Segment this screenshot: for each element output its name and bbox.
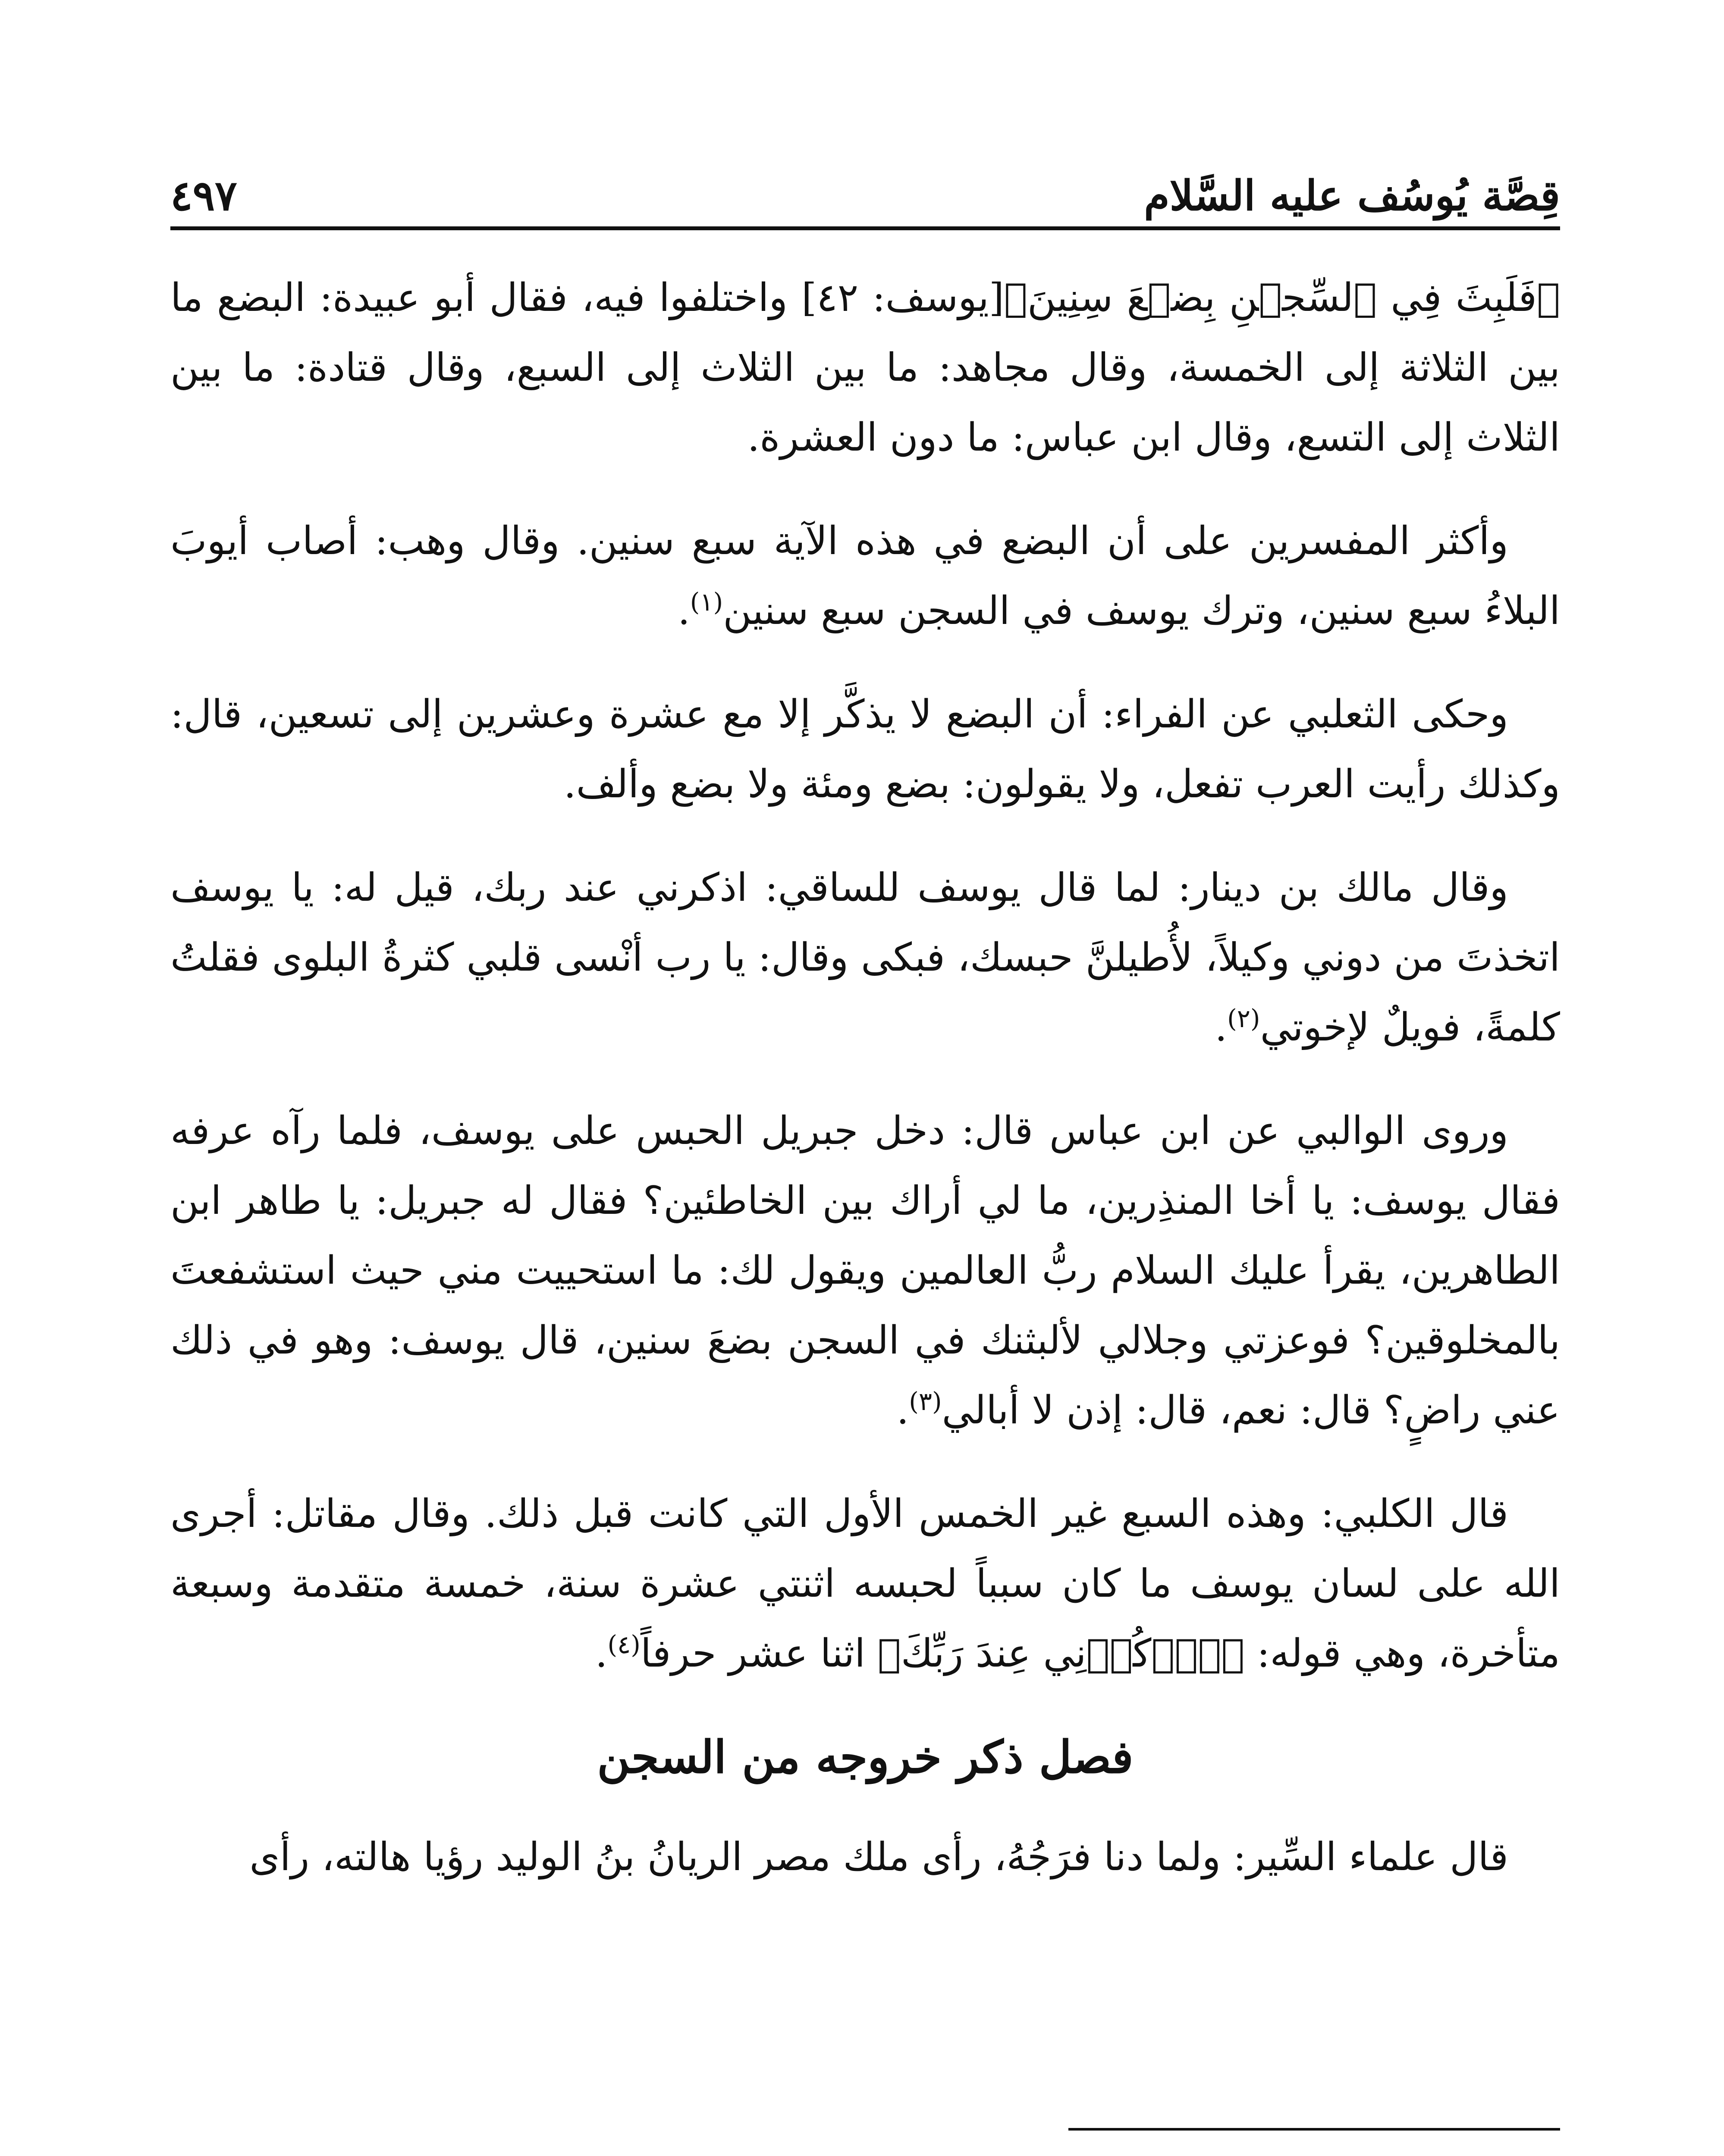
paragraph-5 bbox=[170, 1096, 1560, 1445]
paragraph-text: وحكى الثعلبي عن الفراء: أن البضع لا يذكَّر إلا مع عشرة وعشرين إلى تسعين، قال: وكذلك رأيت العرب تفعل، ولا يقولون: بضع ومئة ولا بضع وألف. bbox=[170, 692, 1560, 807]
paragraph-4 bbox=[170, 853, 1560, 1062]
paragraph-text: وأكثر المفسرين على أن البضع في هذه الآية سبع سنين. وقال وهب: أصاب أيوبَ البلاءُ سبع سنين، وترك يوسف في السجن سبع سنين bbox=[170, 518, 1560, 633]
paragraph-3 bbox=[170, 680, 1560, 819]
paragraph-end: . bbox=[896, 1388, 909, 1433]
header-rule bbox=[170, 226, 1560, 230]
footnote-marker: (٢) bbox=[1227, 1004, 1260, 1033]
footnote-marker: (٣) bbox=[909, 1387, 942, 1416]
paragraph-text: قال الكلبي: وهذه السبع غير الخمس الأول التي كانت قبل ذلك. وقال مقاتل: أجرى الله على لسان يوسف ما كان سبباً لحبسه اثنتي عشرة سنة، خمسة متقدمة وسبعة متأخرة، وهي قوله: ﴿ٱذۡكُرۡنِي عِندَ رَبِّكَ﴾ اثنا عشر حرفاً bbox=[170, 1491, 1560, 1676]
paragraph-text: وروى الوالبي عن ابن عباس قال: دخل جبريل الحبس على يوسف، فلما رآه عرفه فقال يوسف: يا أخا المنذِرين، ما لي أراك بين الخاطئين؟ فقال له جبريل: يا طاهر ابن الطاهرين، يقرأ عليك السلام ربُّ العالمين ويقول لك: ما استحييت مني حيث استشفعتَ بالمخلوقين؟ فوعزتي وجلالي لألبثنك في السجن بضعَ سنين، قال يوسف: وهو في ذلك عني راضٍ؟ قال: نعم، قال: إذن لا أبالي bbox=[170, 1108, 1560, 1433]
paragraph-1 bbox=[170, 263, 1560, 473]
paragraph-end: . bbox=[678, 588, 690, 633]
running-header bbox=[170, 142, 1560, 220]
closing-paragraph: قال علماء السِّير: ولما دنا فرَجُهُ، رأى ملك مصر الريانُ بنُ الوليد رؤيا هالته، رأى bbox=[249, 1834, 1508, 1880]
chapter-title: قِصَّة يُوسُف عليه السَّلام bbox=[1144, 171, 1560, 220]
footnote-rule bbox=[1068, 2128, 1560, 2131]
page-number: ٤٩٧ bbox=[170, 171, 237, 220]
footnote-marker: (١) bbox=[690, 587, 723, 617]
main-text bbox=[170, 263, 1560, 1926]
paragraph-text: وقال مالك بن دينار: لما قال يوسف للساقي: اذكرني عند ربك، قيل له: يا يوسف اتخذتَ من دوني وكيلاً، لأُطيلنَّ حبسك، فبكى وقال: يا رب أنْسى قلبي كثرةُ البلوى فقلتُ كلمةً، فويلٌ لإخوتي bbox=[170, 865, 1560, 1050]
paragraph-6 bbox=[170, 1479, 1560, 1689]
footnote-marker: (٤) bbox=[607, 1630, 641, 1659]
quran-verse: ﴿فَلَبِثَ فِي ٱلسِّجۡنِ بِضۡعَ سِنِينَ﴾ bbox=[1004, 275, 1560, 320]
paragraph-2 bbox=[170, 506, 1560, 646]
paragraph-text: [يوسف: ٤٢] واختلفوا فيه، فقال أبو عبيدة: البضع ما بين الثلاثة إلى الخمسة، وقال مجاهد: ما بين الثلاث إلى السبع، وقال قتادة: ما بين الثلاث إلى التسع، وقال ابن عباس: ما دون العشرة. bbox=[170, 275, 1560, 460]
paragraph-end: . bbox=[1215, 1005, 1228, 1050]
paragraph-end: . bbox=[595, 1631, 608, 1676]
section-heading: فصل ذكر خروجه من السجن bbox=[597, 1730, 1134, 1783]
